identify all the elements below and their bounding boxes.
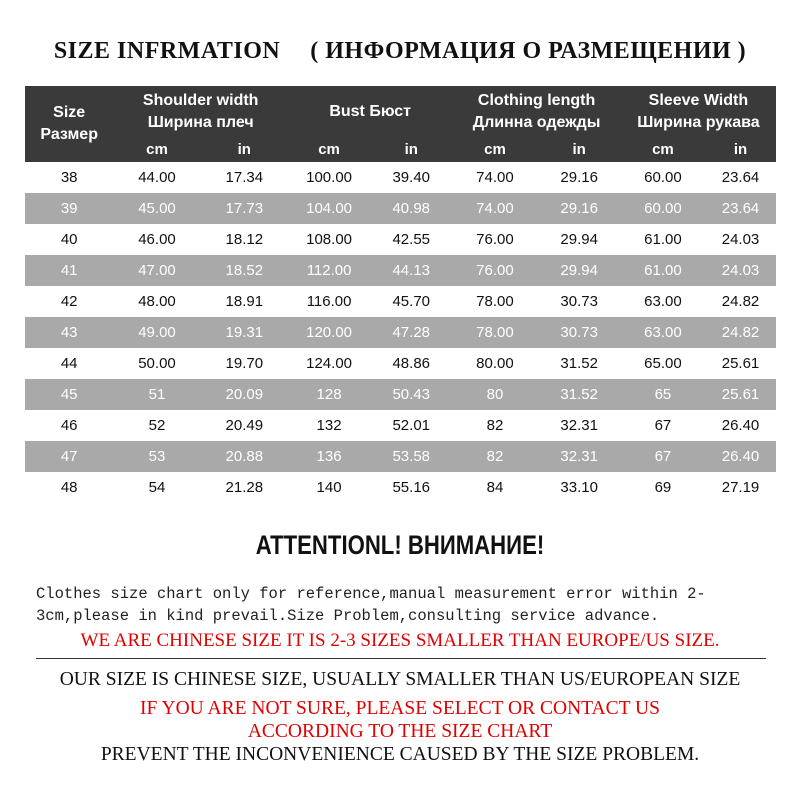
size-table xyxy=(25,86,776,503)
measurement-cell: 124.00 xyxy=(288,348,370,379)
measurement-cell: 26.40 xyxy=(705,441,776,472)
header-bust-en: Bust Бюст xyxy=(329,103,411,120)
table-row xyxy=(25,348,776,379)
measurement-cell: 48.00 xyxy=(113,286,200,317)
header-sleeve-en: Sleeve Width xyxy=(648,92,749,109)
measurement-cell: 18.12 xyxy=(201,224,288,255)
measurement-cell: 116.00 xyxy=(288,286,370,317)
size-cell: 38 xyxy=(25,162,113,193)
table-body xyxy=(25,162,776,503)
header-size-ru: Размер xyxy=(40,126,98,143)
unit-label: cm xyxy=(652,141,674,158)
measurement-cell: 45.70 xyxy=(370,286,452,317)
measurement-cell: 61.00 xyxy=(621,224,705,255)
unit-label: in xyxy=(404,141,418,158)
measurement-cell: 30.73 xyxy=(538,286,621,317)
table-row xyxy=(25,472,776,503)
measurement-cell: 65.00 xyxy=(621,348,705,379)
table-row xyxy=(25,255,776,286)
table-row xyxy=(25,286,776,317)
measurement-cell: 78.00 xyxy=(452,286,537,317)
measurement-cell: 46.00 xyxy=(113,224,200,255)
measurement-cell: 76.00 xyxy=(452,224,537,255)
measurement-cell: 132 xyxy=(288,410,370,441)
measurement-cell: 18.91 xyxy=(201,286,288,317)
measurement-cell: 30.73 xyxy=(538,317,621,348)
measurement-cell: 108.00 xyxy=(288,224,370,255)
measurement-cell: 67 xyxy=(621,441,705,472)
unit-label: in xyxy=(572,141,586,158)
size-cell: 45 xyxy=(25,379,113,410)
header-clothing-length xyxy=(452,86,620,138)
measurement-cell: 23.64 xyxy=(705,162,776,193)
measurement-cell: 24.82 xyxy=(705,317,776,348)
inconvenience-notice-line: PREVENT THE INCONVENIENCE CAUSED BY THE SIZE PROBLEM. xyxy=(100,744,700,765)
measurement-cell: 27.19 xyxy=(705,472,776,503)
table-row xyxy=(25,224,776,255)
size-cell: 46 xyxy=(25,410,113,441)
size-cell: 42 xyxy=(25,286,113,317)
measurement-cell: 54 xyxy=(113,472,200,503)
header-sleeve-width xyxy=(621,86,776,138)
measurement-cell: 48.86 xyxy=(370,348,452,379)
measurement-cell: 61.00 xyxy=(621,255,705,286)
title-english: SIZE INFRMATION xyxy=(53,38,281,64)
measurement-cell: 140 xyxy=(288,472,370,503)
measurement-cell: 55.16 xyxy=(370,472,452,503)
table-row xyxy=(25,441,776,472)
measurement-cell: 65 xyxy=(621,379,705,410)
measurement-cell: 24.82 xyxy=(705,286,776,317)
measurement-cell: 100.00 xyxy=(288,162,370,193)
size-cell: 39 xyxy=(25,193,113,224)
measurement-cell: 44.13 xyxy=(370,255,452,286)
measurement-cell: 32.31 xyxy=(538,441,621,472)
units-row xyxy=(25,138,776,162)
measurement-cell: 24.03 xyxy=(705,255,776,286)
measurement-cell: 78.00 xyxy=(452,317,537,348)
measurement-cell: 60.00 xyxy=(621,162,705,193)
measurement-cell: 53.58 xyxy=(370,441,452,472)
header-shoulder xyxy=(113,86,288,138)
header-bust xyxy=(288,86,452,138)
unit-label: in xyxy=(237,141,251,158)
measurement-cell: 49.00 xyxy=(113,317,200,348)
size-chart-notice-line: ACCORDING TO THE SIZE CHART xyxy=(247,721,553,742)
measurement-cell: 26.40 xyxy=(705,410,776,441)
header-sleeve-ru: Ширина рукава xyxy=(637,114,760,131)
measurement-cell: 18.52 xyxy=(201,255,288,286)
header-length-ru: Длинна одежды xyxy=(472,114,601,131)
header-shoulder-en: Shoulder width xyxy=(142,92,259,109)
measurement-cell: 52.01 xyxy=(370,410,452,441)
chinese-size-warning: WE ARE CHINESE SIZE IT IS 2-3 SIZES SMALLER THAN EUROPE/US SIZE. xyxy=(80,630,720,651)
measurement-cell: 128 xyxy=(288,379,370,410)
measurement-cell: 80 xyxy=(452,379,537,410)
page-title xyxy=(0,38,800,65)
measurement-cell: 17.73 xyxy=(201,193,288,224)
measurement-cell: 29.94 xyxy=(538,224,621,255)
measurement-cell: 25.61 xyxy=(705,348,776,379)
measurement-cell: 120.00 xyxy=(288,317,370,348)
measurement-cell: 19.70 xyxy=(201,348,288,379)
header-shoulder-ru: Ширина плеч xyxy=(147,114,254,131)
measurement-cell: 69 xyxy=(621,472,705,503)
unit-label: cm xyxy=(146,141,168,158)
measurement-cell: 32.31 xyxy=(538,410,621,441)
measurement-cell: 52 xyxy=(113,410,200,441)
measurement-cell: 25.61 xyxy=(705,379,776,410)
header-length-en: Clothing length xyxy=(477,92,596,109)
measurement-cell: 21.28 xyxy=(201,472,288,503)
measurement-cell: 29.94 xyxy=(538,255,621,286)
table-row xyxy=(25,162,776,193)
size-cell: 41 xyxy=(25,255,113,286)
measurement-cell: 29.16 xyxy=(538,162,621,193)
measurement-cell: 47.00 xyxy=(113,255,200,286)
measurement-cell: 42.55 xyxy=(370,224,452,255)
unit-label: cm xyxy=(484,141,506,158)
measurement-cell: 20.88 xyxy=(201,441,288,472)
size-cell: 43 xyxy=(25,317,113,348)
reference-note: Clothes size chart only for reference,manual measurement error within 2-3cm,please in kind prevail.Size Problem,consulting service advance. xyxy=(36,585,706,625)
measurement-cell: 31.52 xyxy=(538,348,621,379)
measurement-cell: 67 xyxy=(621,410,705,441)
measurement-cell: 112.00 xyxy=(288,255,370,286)
measurement-cell: 19.31 xyxy=(201,317,288,348)
measurement-cell: 24.03 xyxy=(705,224,776,255)
measurement-cell: 50.00 xyxy=(113,348,200,379)
measurement-cell: 63.00 xyxy=(621,317,705,348)
measurement-cell: 20.49 xyxy=(201,410,288,441)
size-cell: 48 xyxy=(25,472,113,503)
measurement-cell: 84 xyxy=(452,472,537,503)
unit-label: cm xyxy=(318,141,340,158)
table-row xyxy=(25,193,776,224)
measurement-cell: 80.00 xyxy=(452,348,537,379)
measurement-cell: 60.00 xyxy=(621,193,705,224)
title-russian: ( ИНФОРМАЦИЯ О РАЗМЕЩЕНИИ ) xyxy=(310,38,747,64)
measurement-cell: 136 xyxy=(288,441,370,472)
table-row xyxy=(25,317,776,348)
measurement-cell: 74.00 xyxy=(452,193,537,224)
measurement-cell: 33.10 xyxy=(538,472,621,503)
measurement-cell: 82 xyxy=(452,441,537,472)
unit-label: in xyxy=(733,141,748,158)
measurement-cell: 76.00 xyxy=(452,255,537,286)
table-row xyxy=(25,379,776,410)
table-row xyxy=(25,410,776,441)
measurement-cell: 51 xyxy=(113,379,200,410)
measurement-cell: 74.00 xyxy=(452,162,537,193)
measurement-cell: 17.34 xyxy=(201,162,288,193)
measurement-cell: 44.00 xyxy=(113,162,200,193)
header-size-en: Size xyxy=(53,104,86,121)
measurement-cell: 82 xyxy=(452,410,537,441)
measurement-cell: 23.64 xyxy=(705,193,776,224)
measurement-cell: 39.40 xyxy=(370,162,452,193)
measurement-cell: 53 xyxy=(113,441,200,472)
measurement-cell: 45.00 xyxy=(113,193,200,224)
measurement-cell: 47.28 xyxy=(370,317,452,348)
measurement-cell: 20.09 xyxy=(201,379,288,410)
measurement-cell: 40.98 xyxy=(370,193,452,224)
header-size xyxy=(25,86,113,162)
measurement-cell: 63.00 xyxy=(621,286,705,317)
measurement-cell: 104.00 xyxy=(288,193,370,224)
size-cell: 40 xyxy=(25,224,113,255)
size-notice-line: OUR SIZE IS CHINESE SIZE, USUALLY SMALLER THAN US/EUROPEAN SIZE xyxy=(59,669,741,690)
measurement-cell: 50.43 xyxy=(370,379,452,410)
divider xyxy=(36,658,766,659)
contact-notice-line: IF YOU ARE NOT SURE, PLEASE SELECT OR CONTACT US xyxy=(140,698,660,719)
measurement-cell: 31.52 xyxy=(538,379,621,410)
attention-heading: ATTENTIONL! ВНИМАНИЕ! xyxy=(255,530,545,560)
size-cell: 44 xyxy=(25,348,113,379)
size-cell: 47 xyxy=(25,441,113,472)
measurement-cell: 29.16 xyxy=(538,193,621,224)
